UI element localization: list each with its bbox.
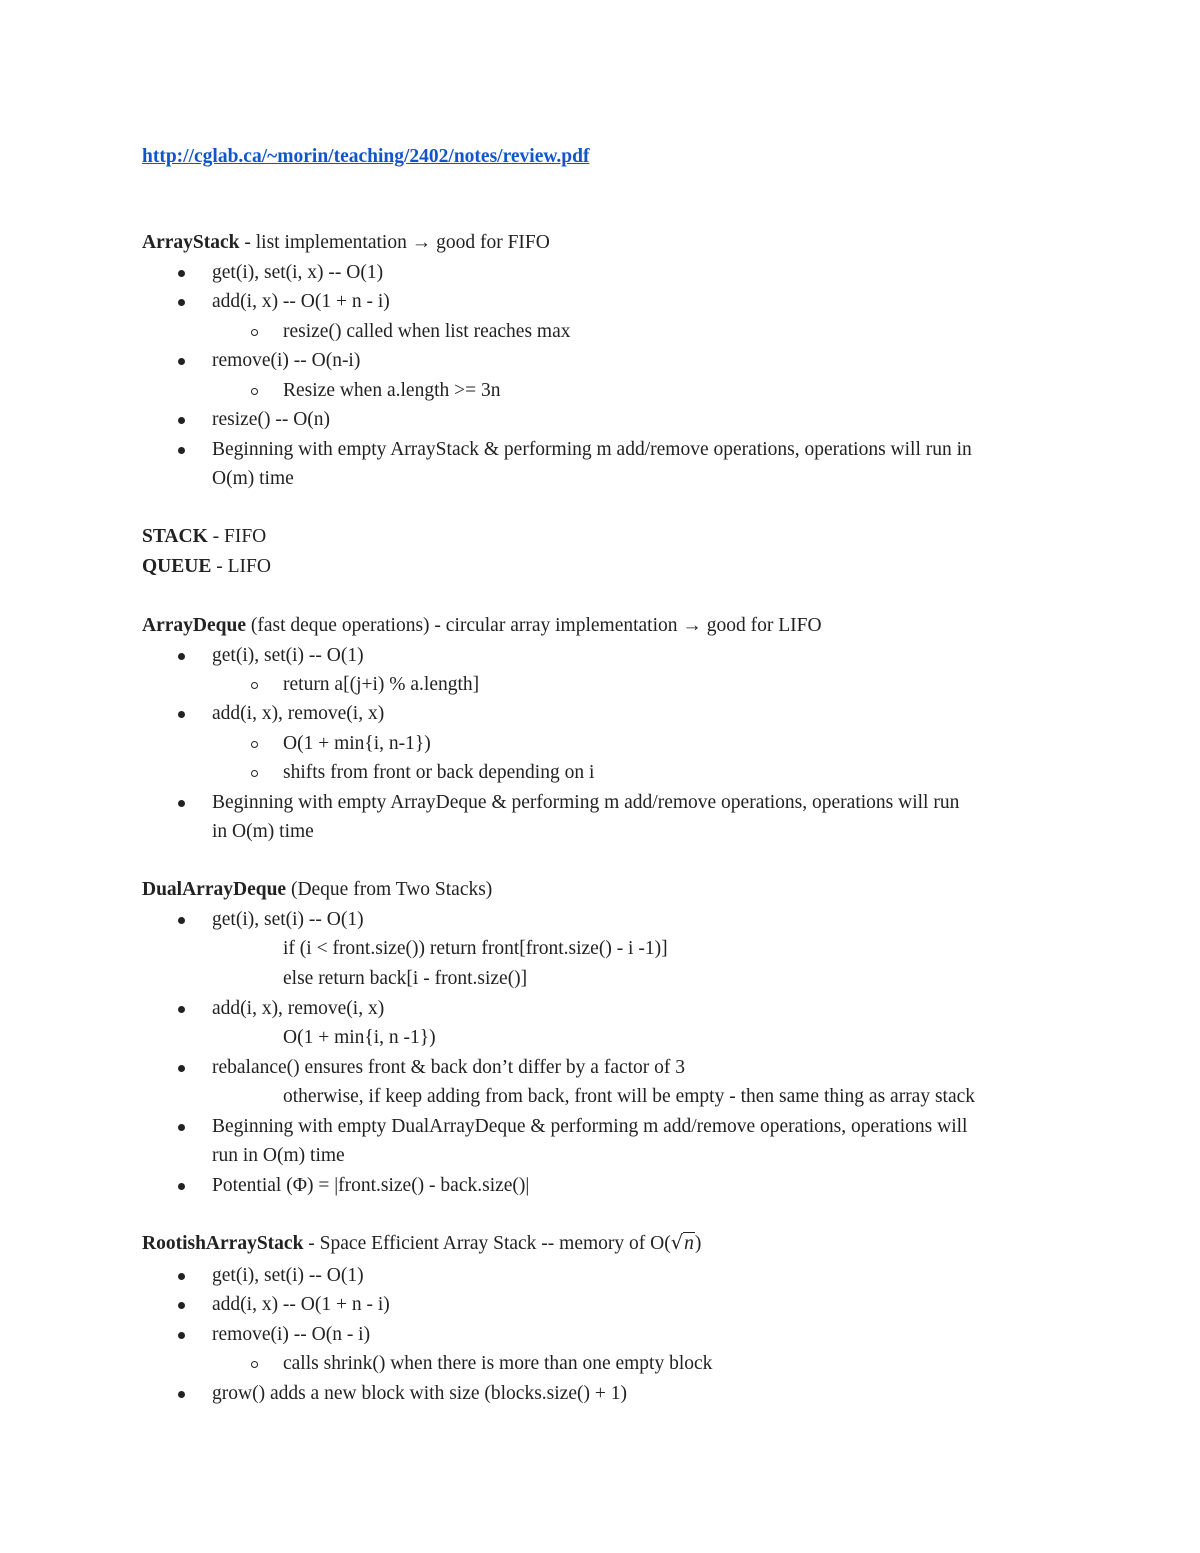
bullet-icon [178,711,185,718]
arraystack-subtitle: - list implementation → good for FIFO [239,232,550,253]
queue-subtitle: - LIFO [211,556,271,577]
arraystack-heading [142,231,550,255]
bullet-icon [178,800,185,807]
bullet-icon [178,1332,185,1339]
bullet-icon [178,358,185,365]
list-item: add(i, x) -- O(1 + n - i) [212,1294,390,1315]
sqrt-n-formula [671,1231,695,1256]
list-item: Beginning with empty ArrayDeque & performing m add/remove operations, operations will run [212,792,960,813]
indented-line: otherwise, if keep adding from back, front will be empty - then same thing as array stack [283,1086,976,1107]
list-item: get(i), set(i) -- O(1) [212,1265,364,1286]
circle-bullet-icon [251,741,258,748]
list-item: Potential (Φ) = |front.size() - back.size()| [212,1175,530,1196]
sqrt-icon: √ [670,1231,684,1254]
list-item: remove(i) -- O(n - i) [212,1324,371,1345]
list-item: add(i, x), remove(i, x) [212,998,385,1019]
list-item: Resize when a.length >= 3n [283,380,501,401]
list-item: shifts from front or back depending on i [283,762,595,783]
circle-bullet-icon [251,329,258,336]
list-item-continuation: in O(m) time [212,821,314,842]
list-item: add(i, x), remove(i, x) [212,703,385,724]
list-item: resize() -- O(n) [212,409,331,430]
list-item: return a[(j+i) % a.length] [283,674,480,695]
circle-bullet-icon [251,682,258,689]
stack-title: STACK [142,526,208,547]
bullet-icon [178,447,185,454]
circle-bullet-icon [251,1361,258,1368]
circle-bullet-icon [251,388,258,395]
list-item: resize() called when list reaches max [283,321,571,342]
bullet-icon [178,1302,185,1309]
bullet-icon [178,1183,185,1190]
code-line: else return back[i - front.size()] [283,968,528,989]
list-item: grow() adds a new block with size (blocks.size() + 1) [212,1383,627,1404]
stack-line [142,525,266,549]
review-pdf-link[interactable]: http://cglab.ca/~morin/teaching/2402/notes/review.pdf [142,146,590,167]
indented-line: O(1 + min{i, n -1}) [283,1027,436,1048]
queue-line [142,555,271,579]
arraydeque-title: ArrayDeque [142,615,246,636]
code-line: if (i < front.size()) return front[front.size() - i -1)] [283,938,668,959]
list-item: Beginning with empty ArrayStack & performing m add/remove operations, operations will run in [212,439,972,460]
dualarraydeque-heading [142,878,492,902]
rootish-subtitle: - Space Efficient Array Stack -- memory of O( [303,1233,671,1254]
list-item: O(1 + min{i, n-1}) [283,733,431,754]
bullet-icon [178,917,185,924]
list-item: get(i), set(i) -- O(1) [212,909,364,930]
stack-subtitle: - FIFO [207,526,267,547]
bullet-icon [178,417,185,424]
bullet-icon [178,653,185,660]
list-item: get(i), set(i) -- O(1) [212,645,364,666]
bullet-icon [178,1006,185,1013]
list-item: rebalance() ensures front & back don’t differ by a factor of 3 [212,1057,686,1078]
bullet-icon [178,1065,185,1072]
arraydeque-subtitle: (fast deque operations) - circular array implementation → good for LIFO [245,615,822,636]
queue-title: QUEUE [142,556,212,577]
bullet-icon [178,1124,185,1131]
list-item-continuation: O(m) time [212,468,294,489]
bullet-icon [178,299,185,306]
rootish-subtitle-end: ) [694,1233,702,1254]
list-item: add(i, x) -- O(1 + n - i) [212,291,390,312]
sqrt-variable: n [684,1233,694,1254]
arraystack-title: ArrayStack [142,232,240,253]
bullet-icon [178,1391,185,1398]
list-item-continuation: run in O(m) time [212,1145,345,1166]
arraydeque-heading [142,614,822,638]
bullet-icon [178,270,185,277]
dualarraydeque-subtitle: (Deque from Two Stacks) [286,879,493,900]
list-item: calls shrink() when there is more than one empty block [283,1353,713,1374]
rootish-title: RootishArrayStack [142,1233,304,1254]
list-item: Beginning with empty DualArrayDeque & performing m add/remove operations, operations will [212,1116,968,1137]
circle-bullet-icon [251,770,258,777]
list-item: remove(i) -- O(n-i) [212,350,361,371]
dualarraydeque-title: DualArrayDeque [142,879,287,900]
bullet-icon [178,1273,185,1280]
list-item: get(i), set(i, x) -- O(1) [212,262,384,283]
rootish-heading [142,1231,701,1256]
